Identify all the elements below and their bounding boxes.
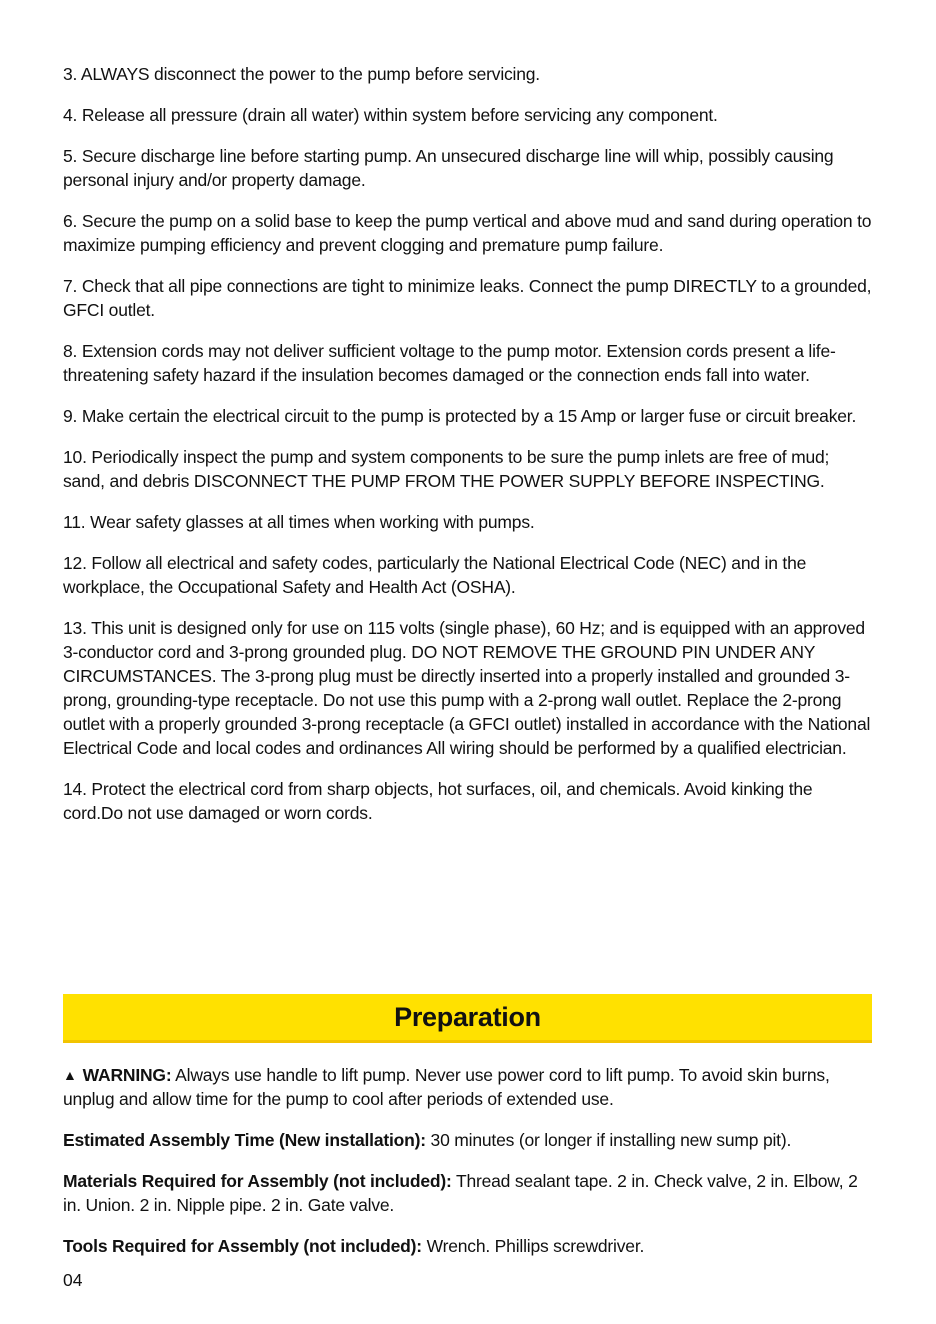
safety-item-10: 10. Periodically inspect the pump and system components to be sure the pump inlets are free of mud; sand, and debris DISCONNECT THE PUMP FROM THE POWER SUPPLY BEFORE INSPECTING. — [63, 447, 830, 491]
section-title: Preparation — [394, 1001, 541, 1032]
warning-paragraph — [63, 1063, 875, 1111]
safety-instructions — [63, 62, 873, 842]
materials-label: Materials Required for Assembly (not included): — [63, 1171, 452, 1191]
page-number: 04 — [63, 1270, 83, 1290]
materials-text: Thread sealant tape. 2 in. Check valve, 2 in. Elbow, 2 in. Union. 2 in. Nipple pipe. 2 in. Gate valve. — [63, 1171, 858, 1215]
preparation-details — [63, 1063, 875, 1275]
safety-item-7: 7. Check that all pipe connections are tight to minimize leaks. Connect the pump DIRECTLY to a grounded, GFCI outlet. — [63, 276, 872, 320]
tools-text: Wrench. Phillips screwdriver. — [421, 1236, 645, 1256]
safety-item-5: 5. Secure discharge line before starting pump. An unsecured discharge line will whip, possibly causing personal injury and/or property damage. — [63, 146, 834, 190]
warning-label: WARNING: — [82, 1065, 172, 1085]
tools-label: Tools Required for Assembly (not included): — [63, 1236, 422, 1256]
safety-item-12: 12. Follow all electrical and safety codes, particularly the National Electrical Code (NEC) and in the workplace, the Occupational Safety and Health Act (OSHA). — [63, 553, 807, 597]
safety-item-8: 8. Extension cords may not deliver sufficient voltage to the pump motor. Extension cords present a life-threatening safety hazard if the insulation becomes damaged or the connection ends fall into water. — [63, 341, 836, 385]
safety-item-6: 6. Secure the pump on a solid base to keep the pump vertical and above mud and sand during operation to maximize pumping efficiency and prevent clogging and premature pump failure. — [63, 211, 872, 255]
warning-triangle-icon: ▲ — [63, 1067, 77, 1083]
safety-item-9: 9. Make certain the electrical circuit to the pump is protected by a 15 Amp or larger fuse or circuit breaker. — [63, 406, 857, 426]
assembly-time-label: Estimated Assembly Time (New installation): — [63, 1130, 426, 1150]
safety-item-4: 4. Release all pressure (drain all water) within system before servicing any component. — [63, 105, 718, 125]
warning-text: Always use handle to lift pump. Never use power cord to lift pump. To avoid skin burns, unplug and allow time for the pump to cool after periods of extended use. — [63, 1065, 830, 1109]
assembly-time-text: 30 minutes (or longer if installing new sump pit). — [425, 1130, 792, 1150]
safety-item-14: 14. Protect the electrical cord from sharp objects, hot surfaces, oil, and chemicals. Avoid kinking the cord.Do not use damaged or worn cords. — [63, 779, 813, 823]
safety-item-3: 3. ALWAYS disconnect the power to the pump before servicing. — [63, 64, 540, 84]
preparation-section-header — [63, 994, 872, 1043]
tools-paragraph — [63, 1234, 875, 1258]
assembly-time-paragraph — [63, 1128, 875, 1152]
safety-item-13: 13. This unit is designed only for use on 115 volts (single phase), 60 Hz; and is equipped with an approved 3-conductor cord and 3-prong grounded plug. DO NOT REMOVE THE GROUND PIN UNDER ANY CIRCUMSTANCES. The 3-prong plug must be directly inserted into a properly installed and grounded 3-prong, grounding-type receptacle. Do not use this pump with a 2-prong wall outlet. Replace the 2-prong outlet with a properly grounded 3-prong receptacle (a GFCI outlet) installed in accordance with the National Electrical Code and local codes and ordinances All wiring should be performed by a qualified electrician. — [63, 618, 871, 758]
safety-item-11: 11. Wear safety glasses at all times when working with pumps. — [63, 512, 535, 532]
materials-paragraph — [63, 1169, 875, 1217]
